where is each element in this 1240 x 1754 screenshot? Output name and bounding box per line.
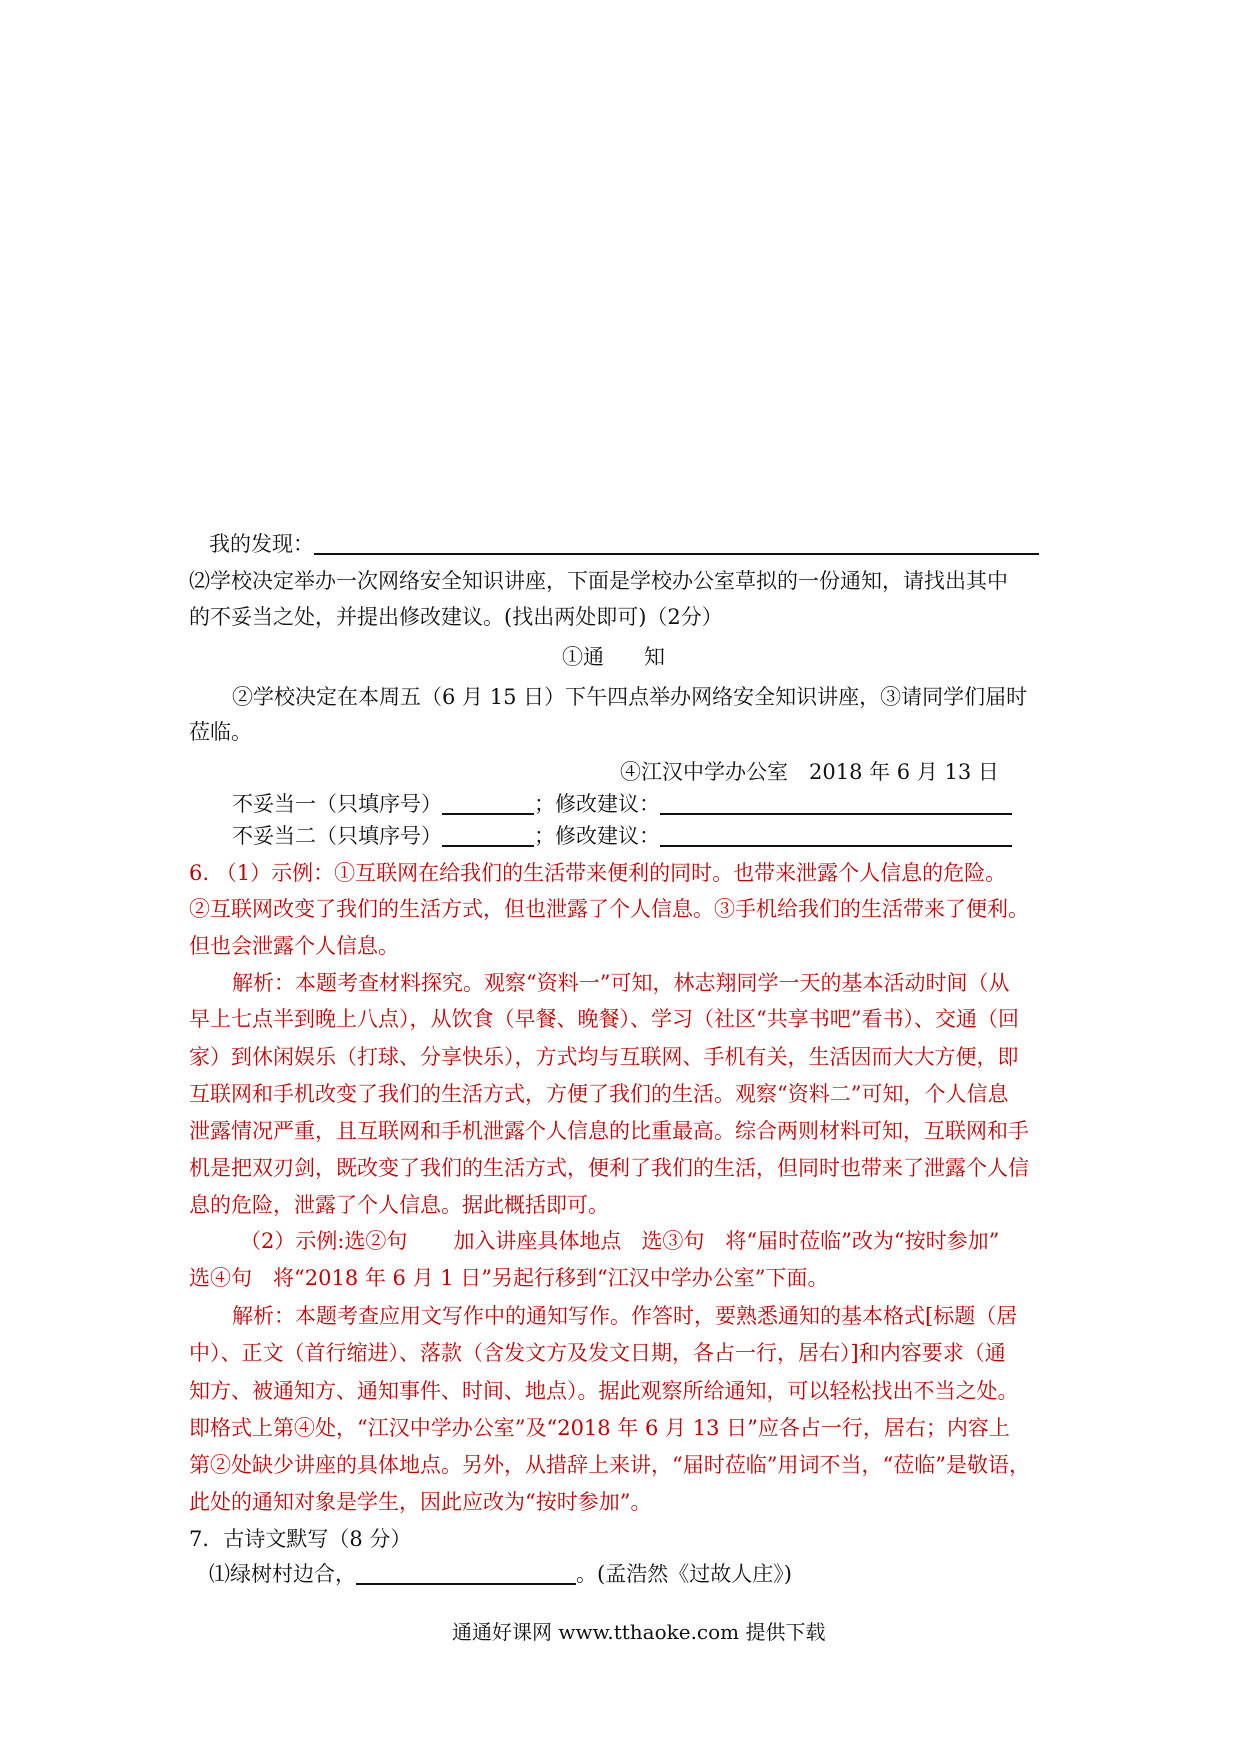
improper-2-label: 不妥当二（只填序号） (232, 824, 442, 848)
analysis1-line7: 息的危险，泄露了个人信息。据此概括即可。 (189, 1193, 609, 1217)
q7-item1-blank[interactable] (356, 1561, 576, 1585)
suggest-1-label: ；修改建议： (534, 792, 660, 816)
analysis2-line6: 此处的通知对象是学生，因此应改为“按时参加”。 (189, 1490, 652, 1514)
analysis1-line6: 机是把双刃剑，既改变了我们的生活方式，便利了我们的生活，但同时也带来了泄露个人信 (189, 1156, 1029, 1180)
answer6-line3: 但也会泄露个人信息。 (189, 934, 399, 958)
analysis2-line2: 中）、正文（首行缩进）、落款（含发文方及发文日期，各占一行，居右）]和内容要求（通 (189, 1341, 1006, 1365)
improper-row-1 (232, 790, 1012, 818)
analysis2-line5: 第②处缺少讲座的具体地点。另外，从措辞上来讲，“届时莅临”用词不当，“莅临”是敬语， (189, 1453, 1030, 1477)
discovery-line (209, 530, 1039, 558)
analysis1-line1: 解析：本题考查材料探究。观察“资料一”可知，林志翔同学一天的基本活动时间（从 (232, 971, 1010, 995)
analysis1-line2: 早上七点半到晚上八点），从饮食（早餐、晚餐）、学习（社区“共享书吧”看书）、交通（回 (189, 1007, 1019, 1031)
notice-body-line1: ②学校决定在本周五（6 月 15 日）下午四点举办网络安全知识讲座，③请同学们届时 (232, 685, 1028, 709)
improper-row-2 (232, 822, 1012, 850)
q7-item1-prefix: ⑴绿树村边合， (209, 1562, 356, 1586)
q7-title: 7．古诗文默写（8 分） (189, 1527, 412, 1551)
q2-prompt-line2: 的不妥当之处，并提出修改建议。(找出两处即可)（2分） (189, 605, 723, 629)
part2-choice-3: 选③句 将“届时莅临”改为“按时参加” (641, 1229, 1000, 1253)
analysis1-line3: 家）到休闲娱乐（打球、分享快乐），方式均与互联网、手机有关，生活因而大大方便，即 (189, 1045, 1019, 1069)
part2-fix-2: 加入讲座具体地点 (453, 1229, 622, 1253)
answer6-part2-line1 (240, 1227, 999, 1255)
q7-item1 (209, 1560, 792, 1588)
q2-prompt-line1: ⑵学校决定举办一次网络安全知识讲座，下面是学校办公室草拟的一份通知，请找出其中 (189, 569, 1008, 593)
answer6-part2-line2: 选④句 将“2018 年 6 月 1 日”另起行移到“江汉中学办公室”下面。 (189, 1266, 829, 1290)
analysis1-line5: 泄露情况严重，且互联网和手机泄露个人信息的比重最高。综合两则材料可知，互联网和手 (189, 1119, 1029, 1143)
footer-text: 通通好课网 www.tthaoke.com 提供下载 (452, 1620, 826, 1644)
improper-1-label: 不妥当一（只填序号） (232, 792, 442, 816)
notice-title-part1: ①通 (562, 645, 604, 669)
notice-body-line2: 莅临。 (189, 720, 252, 744)
answer6-line2: ②互联网改变了我们的生活方式，但也泄露了个人信息。③手机给我们的生活带来了便利。 (189, 897, 1029, 921)
answer6-line1: 6. （1）示例：①互联网在给我们的生活带来便利的同时。也带来泄露个人信息的危险。 (189, 861, 1007, 885)
suggest-2-label: ；修改建议： (534, 824, 660, 848)
improper-1-blank[interactable] (442, 791, 534, 815)
discovery-blank[interactable] (314, 531, 1039, 555)
notice-signature: ④江汉中学办公室 2018 年 6 月 13 日 (620, 760, 999, 784)
notice-title (562, 643, 665, 671)
notice-title-part2: 知 (644, 645, 665, 669)
q7-item1-source: 。(孟浩然《过故人庄》) (576, 1562, 792, 1586)
suggest-2-blank[interactable] (660, 823, 1012, 847)
analysis2-line3: 知方、被通知方、通知事件、时间、地点）。据此观察所给通知，可以轻松找出不当之处。 (189, 1379, 1019, 1403)
discovery-label: 我的发现： (209, 532, 314, 556)
suggest-1-blank[interactable] (660, 791, 1012, 815)
analysis1-line4: 互联网和手机改变了我们的生活方式，方便了我们的生活。观察“资料二”可知，个人信息 (189, 1082, 1009, 1106)
analysis2-line1: 解析：本题考查应用文写作中的通知写作。作答时，要熟悉通知的基本格式[标题（居 (232, 1304, 1018, 1328)
improper-2-blank[interactable] (442, 823, 534, 847)
analysis2-line4: 即格式上第④处，“江汉中学办公室”及“2018 年 6 月 13 日”应各占一行，居右；内容上 (189, 1416, 1010, 1440)
part2-choice-2: （2）示例:选②句 (240, 1229, 408, 1253)
